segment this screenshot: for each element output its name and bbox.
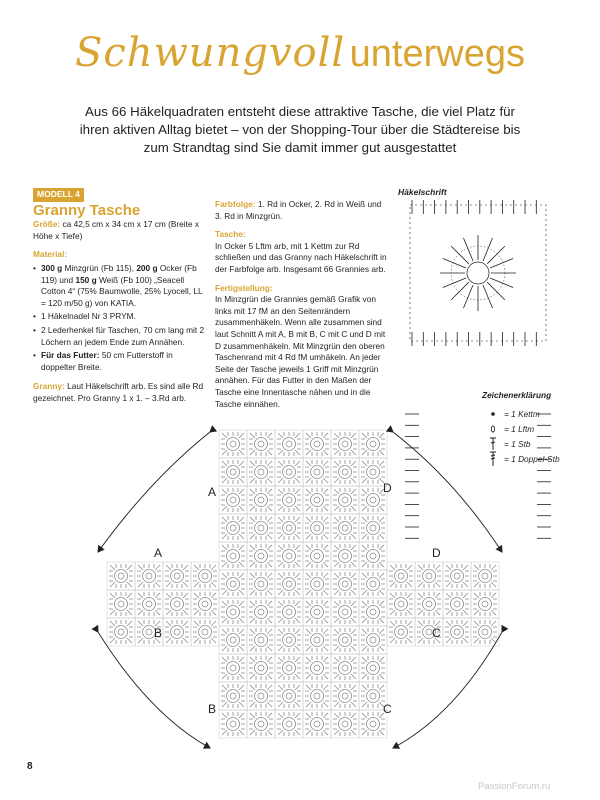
tasche-label: Tasche:: [215, 229, 246, 240]
crochet-chart: [405, 200, 551, 538]
arrow-a: [98, 432, 210, 552]
granny-square: [163, 562, 191, 590]
granny-text: Laut Häkelschrift arb. Es sind alle Rd gezeichnet. Pro Granny 1 x 1. – 3.Rd arb.: [33, 381, 204, 403]
granny-square: [331, 570, 359, 598]
granny-square: [359, 430, 387, 458]
label-b-bottom: B: [208, 702, 217, 716]
granny-square: [471, 590, 499, 618]
chart-legend: [482, 390, 560, 466]
granny-square: [331, 626, 359, 654]
label-a-side: A: [154, 546, 163, 560]
size-label: Größe:: [33, 219, 61, 230]
granny-square: [163, 590, 191, 618]
granny-square: [303, 598, 331, 626]
granny-label: Granny:: [33, 381, 65, 392]
granny-square: [331, 682, 359, 710]
granny-square: [471, 618, 499, 646]
treble-crochet-icon: [486, 451, 500, 467]
granny-square: [303, 430, 331, 458]
granny-square: [247, 710, 275, 738]
stitch-mark: [463, 285, 473, 308]
granny-square: [303, 654, 331, 682]
granny-square: [191, 562, 219, 590]
granny-square: [275, 458, 303, 486]
granny-square: [275, 430, 303, 458]
granny-square: [247, 626, 275, 654]
granny-square: [331, 542, 359, 570]
arrow-b: [98, 632, 210, 748]
granny-square: [247, 570, 275, 598]
title-plain: unterwegs: [349, 33, 525, 75]
material-label: Material:: [33, 249, 68, 260]
tasche-text: In Ocker 5 Lftm arb, mit 1 Kettm zur Rd schließen und das Granny nach Häkelschrift in der Farbfolge arb. Insgesamt 66 Grannies arb.: [215, 240, 387, 274]
granny-square: [219, 514, 247, 542]
legend-item: = 1 Lftm: [486, 421, 560, 436]
granny-square: [219, 598, 247, 626]
granny-square: [107, 618, 135, 646]
legend-item: = 1 Stb: [486, 436, 560, 451]
granny-square: [331, 514, 359, 542]
size-text: ca 42,5 cm x 34 cm x 17 cm (Breite x Höhe x Tiefe): [33, 219, 199, 241]
stitch-mark: [490, 278, 513, 288]
granny-square: [303, 682, 331, 710]
granny-square: [331, 598, 359, 626]
granny-square: [219, 682, 247, 710]
granny-square: [107, 562, 135, 590]
granny-square: [359, 542, 387, 570]
granny-square: [303, 626, 331, 654]
granny-square: [191, 618, 219, 646]
granny-square: [275, 598, 303, 626]
model-badge: MODELL 4: [33, 188, 84, 202]
granny-square: [359, 654, 387, 682]
double-crochet-icon: [486, 437, 500, 451]
granny-square: [247, 654, 275, 682]
granny-square: [443, 618, 471, 646]
granny-square: [303, 570, 331, 598]
title-script: Schwungvoll: [75, 30, 346, 76]
granny-square: [163, 618, 191, 646]
arrow-c: [393, 632, 502, 748]
granny-square: [247, 542, 275, 570]
granny-square: [191, 590, 219, 618]
granny-square: [303, 486, 331, 514]
label-d-side: D: [432, 546, 441, 560]
granny-square: [415, 562, 443, 590]
intro-text: Aus 66 Häkelquadraten entsteht diese attraktive Tasche, die viel Platz für ihren aktiven Alltag bietet – von der Shopping-Tour über die Städtereise bis zum Strandtag sind Sie damit immer gut ausgestattet: [79, 104, 521, 155]
granny-square: [219, 486, 247, 514]
granny-square: [247, 486, 275, 514]
granny-square: [387, 562, 415, 590]
granny-square: [275, 626, 303, 654]
granny-square: [303, 458, 331, 486]
label-c-bottom: C: [383, 702, 392, 716]
granny-square: [275, 486, 303, 514]
granny-square: [275, 542, 303, 570]
granny-square: [443, 590, 471, 618]
slip-stitch-icon: [486, 408, 500, 420]
legend-item: = 1 Doppel-Stb: [486, 451, 560, 466]
granny-square: [219, 654, 247, 682]
granny-square: [303, 514, 331, 542]
material-item: • 2 Lederhenkel für Taschen, 70 cm lang mit 2 Löchern an jedem Ende zum Annähen.: [33, 325, 208, 348]
granny-square: [471, 562, 499, 590]
granny-square: [331, 458, 359, 486]
stitch-mark: [487, 282, 505, 300]
granny-square: [247, 458, 275, 486]
granny-square: [303, 710, 331, 738]
granny-square: [219, 710, 247, 738]
pattern-heading: Granny Tasche: [33, 201, 141, 219]
granny-square: [359, 570, 387, 598]
granny-square: [275, 654, 303, 682]
material-item: • Für das Futter: 50 cm Futterstoff in doppelter Breite.: [33, 350, 208, 373]
material-item: • 1 Häkelnadel Nr 3 PRYM.: [33, 311, 208, 323]
label-d-top: D: [383, 481, 392, 495]
granny-square: [415, 590, 443, 618]
page-number: 8: [27, 761, 33, 772]
granny-square: [275, 682, 303, 710]
granny-square: [247, 430, 275, 458]
granny-square: [107, 590, 135, 618]
granny-square: [387, 590, 415, 618]
assembly-diagram: [98, 430, 502, 748]
granny-square: [359, 514, 387, 542]
material-item: • 300 g Minzgrün (Fb 115), 200 g Ocker (Fb 119) und 150 g Weiß (Fb 100) „Seacell Cotton 4“ (75% Baumwolle, 25% Lyocell, LL = 120 m/50 g) von KATIA.: [33, 263, 208, 309]
granny-square: [331, 654, 359, 682]
granny-square: [359, 598, 387, 626]
granny-square: [275, 710, 303, 738]
granny-square: [219, 542, 247, 570]
stitch-mark: [487, 246, 505, 264]
granny-square: [331, 486, 359, 514]
granny-square: [275, 570, 303, 598]
granny-square: [247, 682, 275, 710]
stitch-mark: [451, 246, 469, 264]
granny-square: [275, 514, 303, 542]
granny-square: [219, 458, 247, 486]
granny-square: [331, 430, 359, 458]
granny-square: [135, 562, 163, 590]
granny-square: [387, 618, 415, 646]
label-c-side: C: [432, 626, 441, 640]
label-a-top: A: [208, 485, 217, 499]
farbfolge-text: 1. Rd in Ocker, 2. Rd in Weiß und 3. Rd in Minzgrün.: [215, 199, 382, 221]
granny-square: [247, 598, 275, 626]
granny-square: [247, 514, 275, 542]
granny-square: [219, 430, 247, 458]
granny-square: [443, 562, 471, 590]
label-b-side: B: [154, 626, 163, 640]
granny-square: [303, 542, 331, 570]
legend-title: Zeichenerklärung: [482, 390, 552, 400]
granny-square: [135, 590, 163, 618]
farbfolge-label: Farbfolge:: [215, 199, 256, 209]
granny-square: [331, 710, 359, 738]
stitch-mark: [451, 282, 469, 300]
legend-item: = 1 Kettm: [486, 406, 560, 421]
granny-square: [359, 626, 387, 654]
crochet-chart-title: Häkelschrift: [398, 187, 447, 197]
chain-stitch-icon: [486, 423, 500, 435]
fertig-text: In Minzgrün die Grannies gemäß Grafik von links mit 17 fM an den Seitenrändern zusammenhäkeln. Wenn alle zusammen sind laut Schnitt A mit A, B mit B, C mit C und D mit D zusammenhäkeln. Mit Minzgrün den oberen Taschenrand mit 4 Rd fM umhäkeln. An jeder Seite der Tasche jeweils 1 Griff mit Minzgrün annähen. Für das Futter in den Maßen der Tasche eine Innentasche nähen und in die Tasche einnähen.: [215, 294, 386, 409]
granny-square: [219, 626, 247, 654]
watermark: PassionForum.ru: [478, 781, 551, 792]
fertig-label: Fertigstellung:: [215, 282, 273, 293]
granny-square: [219, 570, 247, 598]
